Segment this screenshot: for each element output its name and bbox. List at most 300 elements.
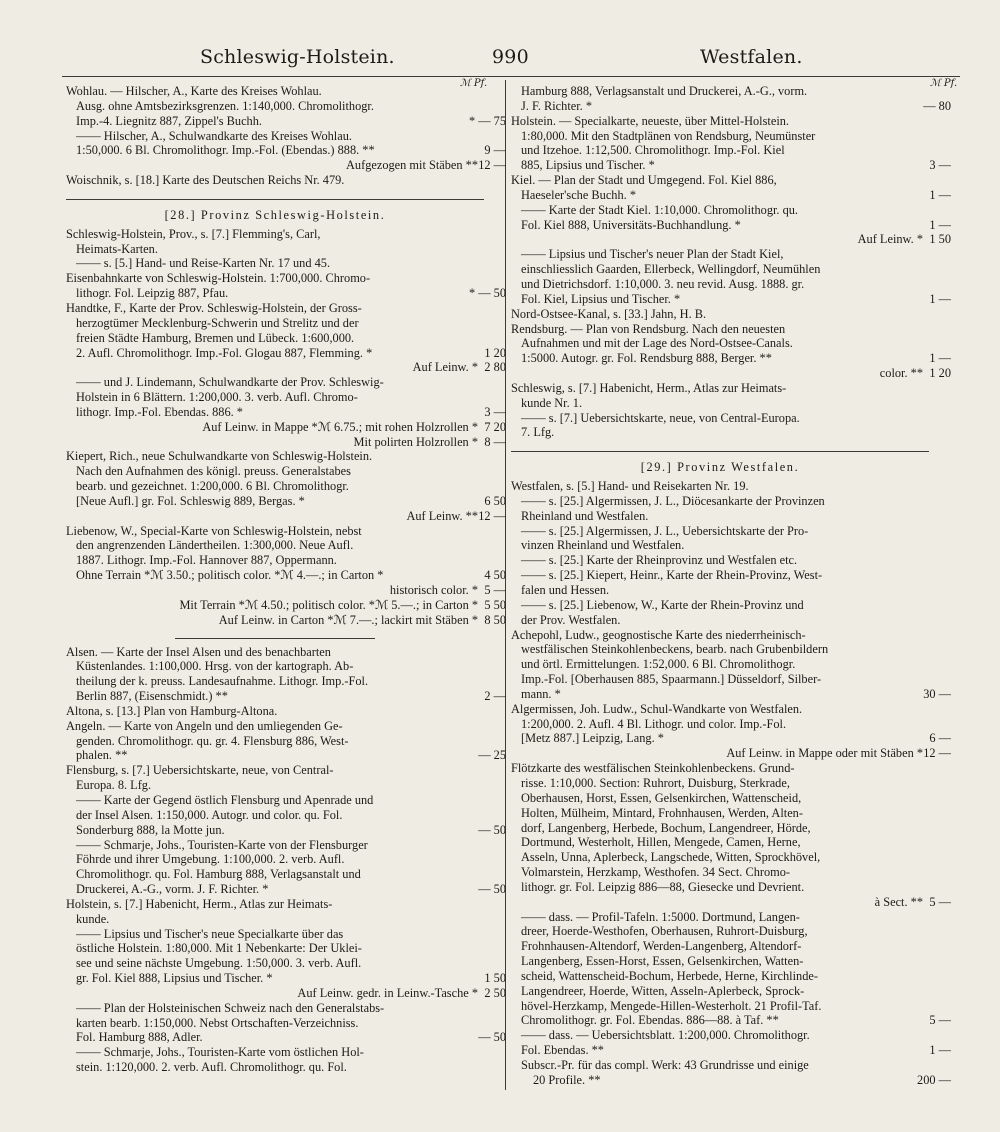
catalog-line — [66, 508, 506, 524]
catalog-line — [66, 1060, 484, 1075]
catalog-line — [66, 449, 484, 464]
catalog-line — [66, 971, 506, 986]
catalog-line — [511, 598, 929, 613]
line-text: Alsen. — Karte der Insel Alsen und des benachbarten — [66, 644, 331, 659]
price: 2 — — [484, 689, 506, 704]
catalog-line — [511, 850, 929, 865]
catalog-line — [511, 999, 929, 1014]
line-text: Imp.-4. Liegnitz 887, Zippel's Buchh. — [76, 113, 262, 128]
line-text: 1:50,000. 6 Bl. Chromolithogr. Imp.-Fol. (Ebendas.) 888. ** — [76, 143, 375, 158]
catalog-line — [66, 822, 506, 838]
catalog-line — [66, 99, 484, 114]
price: 1 — — [929, 217, 951, 232]
line-text: und örtl. Ermittelungen. 1:52,000. 6 Bl. Chromolithogr. — [521, 657, 796, 672]
running-header-left: Schleswig-Holstein. — [200, 46, 395, 68]
catalog-line — [511, 657, 929, 672]
line-text: risse. 1:10,000. Section: Ruhrort, Duisburg, Sterkrade, — [521, 775, 790, 790]
catalog-line — [511, 158, 951, 173]
line-text: Auf Leinw. in Mappe *ℳ 6.75.; mit rohen Holzrollen * — [202, 419, 478, 434]
catalog-line — [511, 894, 951, 910]
price: * — 75 — [468, 113, 506, 128]
catalog-line — [66, 493, 506, 509]
line-text: und Dietrichsdorf. 1:10,000. 3. neu revid. Ausg. 1888. gr. — [521, 276, 805, 291]
line-text: 20 Profile. ** — [533, 1072, 601, 1087]
line-text: Mit polirten Holzrollen * — [353, 434, 478, 449]
catalog-line — [66, 808, 484, 823]
line-text: —— Schmarje, Johs., Touristen-Karte von der Flensburger — [76, 837, 368, 852]
catalog-line — [511, 366, 951, 381]
catalog-line — [511, 143, 929, 158]
line-text: —— Karte der Gegend östlich Flensburg und Apenrade und — [76, 792, 374, 807]
catalog-line — [511, 835, 929, 850]
line-text: —— s. [25.] Karte der Rheinprovinz und Westfalen etc. — [521, 553, 798, 568]
catalog-line — [511, 880, 929, 895]
catalog-line — [66, 464, 484, 479]
price-unit-label-right: ℳ Pf. — [930, 78, 958, 89]
catalog-line — [511, 910, 929, 925]
catalog-line — [511, 717, 929, 732]
catalog-line — [511, 568, 929, 583]
catalog-line — [511, 307, 929, 322]
line-text: Algermissen, Joh. Ludw., Schul-Wandkarte von Westfalen. — [511, 701, 803, 716]
catalog-line — [511, 217, 951, 233]
line-text: Europa. 8. Lfg. — [76, 778, 152, 793]
catalog-line — [511, 761, 929, 776]
line-text: Fol. Hamburg 888, Adler. — [76, 1030, 203, 1045]
catalog-line — [511, 524, 929, 539]
catalog-line — [66, 956, 484, 971]
price: 3 — — [484, 404, 506, 419]
line-text: Ohne Terrain *ℳ 3.50.; politisch color. *ℳ 4.—.; in Carton * — [76, 568, 384, 583]
catalog-line — [66, 301, 484, 316]
line-text: Holten, Mülheim, Mintard, Frohnhausen, Werden, Alten- — [521, 805, 803, 820]
line-text: Rheinland und Westfalen. — [521, 508, 649, 523]
catalog-line — [66, 242, 484, 257]
catalog-line — [511, 746, 951, 761]
line-text: historisch color. * — [389, 583, 478, 597]
line-text: 1887. Lithogr. Imp.-Fol. Hannover 887, Oppermann. — [76, 553, 337, 568]
line-text: gr. Fol. Kiel 888, Lipsius und Tischer. * — [76, 971, 273, 986]
left-column — [66, 84, 506, 1075]
line-text: Auf Leinw. in Carton *ℳ 7.—.; lackirt mit Stäben * — [218, 612, 478, 627]
section-heading — [511, 451, 929, 475]
catalog-line — [511, 969, 929, 984]
line-text: Ausg. ohne Amtsbezirksgrenzen. 1:140,000. Chromolithogr. — [76, 98, 374, 113]
price: 8 — — [484, 434, 506, 449]
catalog-line — [511, 613, 929, 628]
catalog-line — [66, 568, 506, 583]
line-text: Handtke, F., Karte der Prov. Schleswig-Holstein, der Gross- — [66, 300, 362, 315]
line-text: scheid, Wattenscheid-Bochum, Herbede, Herne, Kirchlinde- — [521, 968, 818, 983]
line-text: Wohlau. — Hilscher, A., Karte des Kreises Wohlau. — [66, 84, 322, 98]
running-header-right: Westfalen. — [700, 46, 803, 68]
price: 7 20 — [484, 419, 506, 434]
catalog-line — [511, 479, 929, 494]
catalog-line — [511, 509, 929, 524]
line-text: [29.] Provinz Westfalen. — [640, 460, 800, 475]
line-text: Angeln. — Karte von Angeln und den umliegenden Ge- — [66, 718, 343, 733]
catalog-line — [511, 291, 951, 307]
line-text: [Neue Aufl.] gr. Fol. Schleswig 889, Bergas. * — [76, 493, 305, 508]
catalog-line — [66, 143, 506, 158]
catalog-line — [511, 84, 929, 99]
price: 12 — — [478, 508, 506, 523]
line-text: Hamburg 888, Verlagsanstalt und Druckerei, A.-G., vorm. — [521, 84, 808, 98]
line-text: —— s. [7.] Uebersichtskarte, neue, von Central-Europa. — [521, 410, 800, 425]
line-text: der Prov. Westfalen. — [521, 612, 621, 627]
line-text: Berlin 887, (Eisenschmidt.) ** — [76, 689, 228, 704]
line-text: Volmarstein, Herzkamp, Westhofen. 34 Sect. Chromo- — [521, 865, 791, 880]
catalog-line — [511, 672, 929, 687]
line-text: lithogr. gr. Fol. Leipzig 886—88, Giesecke und Devrient. — [521, 879, 805, 894]
line-text: color. ** — [879, 366, 923, 381]
line-text: Schleswig, s. [7.] Habenicht, Herm., Atlas zur Heimats- — [511, 380, 787, 395]
price: 2 80 — [484, 360, 506, 375]
catalog-line — [511, 791, 929, 806]
line-text: [28.] Provinz Schleswig-Holstein. — [164, 207, 386, 222]
price: 1 20 — [484, 345, 506, 360]
catalog-line — [511, 98, 951, 114]
catalog-line — [511, 381, 929, 396]
catalog-line — [511, 425, 929, 440]
catalog-line — [66, 360, 506, 375]
line-text: —— s. [25.] Liebenow, W., Karte der Rhein-Provinz und — [521, 597, 804, 612]
line-text: —— dass. — Uebersichtsblatt. 1:200,000. Chromolithogr. — [521, 1028, 810, 1043]
line-text: Aufnahmen und mit der Lage des Nord-Ostsee-Canals. — [521, 336, 793, 351]
catalog-line — [66, 524, 484, 539]
line-text: Rendsburg. — Plan von Rendsburg. Nach den neuesten — [511, 321, 786, 336]
catalog-line — [511, 628, 929, 643]
line-text: und Itzehoe. 1:12,500. Chromolithogr. Imp.-Fol. Kiel — [521, 143, 785, 158]
catalog-line — [66, 1001, 484, 1016]
catalog-line — [511, 538, 929, 553]
catalog-line — [511, 322, 929, 337]
catalog-line — [66, 867, 484, 882]
line-text: 2. Aufl. Chromolithogr. Imp.-Fol. Glogau 887, Flemming. * — [76, 345, 373, 360]
price: 5 — — [929, 1013, 951, 1028]
price: 12 — — [923, 746, 951, 761]
line-text: 1:200,000. 2. Aufl. 4 Bl. Lithogr. und color. Imp.-Fol. — [521, 716, 787, 731]
price: 6 50 — [484, 493, 506, 508]
line-text: mann. * — [521, 686, 561, 701]
catalog-line — [511, 553, 929, 568]
line-text: Auf Leinw. ** — [406, 508, 478, 523]
line-text: Sonderburg 888, la Motte jun. — [76, 822, 225, 837]
catalog-line — [511, 1013, 951, 1028]
line-text: [Metz 887.] Leipzig, Lang. * — [521, 731, 664, 746]
catalog-line — [511, 1072, 951, 1088]
catalog-line — [511, 1028, 929, 1043]
line-text: Liebenow, W., Special-Karte von Schleswig-Holstein, nebst — [66, 523, 362, 538]
price: 200 — — [917, 1072, 951, 1087]
catalog-line — [511, 247, 929, 262]
line-text: Kiepert, Rich., neue Schulwandkarte von Schleswig-Holstein. — [66, 449, 373, 464]
catalog-line — [511, 173, 929, 188]
line-text: Haeseler'sche Buchh. * — [521, 187, 636, 202]
line-text: Subscr.-Pr. für das compl. Werk: 43 Grundrisse und einige — [521, 1058, 809, 1072]
catalog-line — [66, 674, 484, 689]
catalog-line — [511, 583, 929, 598]
price: 1 — — [929, 187, 951, 202]
line-text: —— Lipsius und Tischer's neuer Plan der Stadt Kiel, — [521, 247, 784, 262]
line-text: Schleswig-Holstein, Prov., s. [7.] Flemming's, Carl, — [66, 226, 321, 241]
catalog-line — [66, 113, 506, 129]
line-text: Langendreer, Hoerde, Witten, Asseln-Aplerbeck, Sprock- — [521, 983, 805, 998]
line-text: lithogr. Imp.-Fol. Ebendas. 886. * — [76, 404, 243, 419]
price: 1 50 — [929, 232, 951, 247]
catalog-line — [66, 434, 506, 450]
price: 8 50 — [484, 612, 506, 627]
line-text: Chromolithogr. gr. Fol. Ebendas. 886—88. à Taf. ** — [521, 1013, 779, 1028]
line-text: Auf Leinw. in Mappe oder mit Stäben * — [726, 746, 923, 761]
line-text: Heimats-Karten. — [76, 241, 158, 256]
line-text: Küstenlandes. 1:100,000. Hrsg. von der kartograph. Ab- — [76, 659, 354, 674]
line-text: freien Städte Hamburg, Bremen und Lübeck. 1:600,000. — [76, 330, 355, 345]
entry-divider — [175, 638, 375, 639]
price: 3 — — [929, 158, 951, 173]
catalog-line — [66, 1045, 484, 1060]
catalog-line — [66, 390, 484, 405]
line-text: dreer, Hoerde-Westhofen, Oberhausen, Ruhrort-Duisburg, — [521, 924, 808, 939]
catalog-line — [511, 776, 929, 791]
catalog-line — [66, 1016, 484, 1031]
line-text: stein. 1:120,000. 2. verb. Aufl. Chromolithogr. qu. Fol. — [76, 1060, 347, 1075]
catalog-line — [66, 84, 484, 99]
line-text: Holstein, s. [7.] Habenicht, Herm., Atlas zur Heimats- — [66, 896, 333, 911]
catalog-line — [66, 404, 506, 420]
line-text: —— Lipsius und Tischer's neue Specialkarte über das — [76, 926, 344, 941]
line-text: —— s. [25.] Algermissen, J. L., Diöcesankarte der Provinzen — [521, 493, 825, 508]
catalog-line — [511, 702, 929, 717]
line-text: Föhrde und ihrer Umgebung. 1:100,000. 2. verb. Aufl. — [76, 852, 345, 867]
line-text: Flötzkarte des westfälischen Steinkohlenbeckens. Grund- — [511, 761, 795, 776]
catalog-line — [66, 612, 506, 628]
header-rule — [62, 76, 960, 77]
price: 5 — — [484, 583, 506, 597]
line-text: —— s. [25.] Algermissen, J. L., Uebersichtskarte der Pro- — [521, 523, 809, 538]
price: — 80 — [923, 98, 951, 113]
catalog-line — [66, 331, 484, 346]
price: — 50 — [478, 1030, 506, 1045]
line-text: westfälischen Steinkohlenbeckens, bearb. nach Grubenbildern — [521, 642, 829, 657]
catalog-line — [66, 838, 484, 853]
price: 2 50 — [484, 985, 506, 1000]
line-text: genden. Chromolithogr. qu. gr. 4. Flensburg 886, West- — [76, 733, 349, 748]
catalog-line — [66, 897, 484, 912]
line-text: Druckerei, A.-G., vorm. J. F. Richter. * — [76, 882, 269, 897]
catalog-line — [511, 686, 951, 702]
catalog-line — [66, 941, 484, 956]
catalog-line — [511, 1043, 951, 1058]
line-text: 1:80,000. Mit den Stadtplänen von Rendsburg, Neumünster — [521, 128, 816, 143]
catalog-line — [66, 538, 484, 553]
right-column — [511, 84, 951, 1088]
catalog-line — [511, 277, 929, 292]
line-text: den angrenzenden Ländertheilen. 1:300,000. Neue Aufl. — [76, 538, 354, 553]
line-text: Mit Terrain *ℳ 4.50.; politisch color. *ℳ 5.—.; in Carton * — [179, 597, 478, 612]
catalog-line — [66, 882, 506, 897]
catalog-line — [511, 203, 929, 218]
line-text: —— Plan der Holsteinischen Schweiz nach den Generalstabs- — [76, 1000, 385, 1015]
catalog-line — [66, 316, 484, 331]
line-text: —— Karte der Stadt Kiel. 1:10,000. Chromolithogr. qu. — [521, 202, 799, 217]
line-text: Holstein in 6 Blättern. 1:200,000. 3. verb. Aufl. Chromo- — [76, 390, 358, 405]
line-text: Auf Leinw. * — [412, 360, 478, 375]
catalog-line — [511, 1058, 929, 1073]
line-text: 7. Lfg. — [521, 425, 555, 440]
line-text: Dortmund, Westerholt, Hillen, Mengede, Camen, Herne, — [521, 835, 801, 850]
line-text: Woischnik, s. [18.] Karte des Deutschen Reichs Nr. 479. — [66, 173, 345, 188]
catalog-line — [66, 793, 484, 808]
catalog-line — [66, 927, 484, 942]
line-text: einschliesslich Gaarden, Ellerbeck, Wellingdorf, Neumühlen — [521, 262, 821, 277]
catalog-line — [66, 719, 484, 734]
price: 1 — — [929, 291, 951, 306]
line-text: Auf Leinw. * — [857, 232, 923, 247]
line-text: Frohnhausen-Altendorf, Werden-Langenberg, Altendorf- — [521, 939, 802, 954]
catalog-line — [511, 731, 951, 746]
catalog-line — [66, 583, 506, 598]
catalog-line — [66, 375, 484, 390]
line-text: falen und Hessen. — [521, 583, 610, 597]
line-text: Fol. Ebendas. ** — [521, 1043, 604, 1058]
catalog-line — [66, 597, 506, 613]
line-text: —— dass. — Profil-Tafeln. 1:5000. Dortmund, Langen- — [521, 909, 800, 924]
line-text: Nach den Aufnahmen des königl. preuss. Generalstabes — [76, 464, 351, 479]
catalog-line — [511, 114, 929, 129]
line-text: Imp.-Fol. [Oberhausen 885, Spaarmann.] Düsseldorf, Silber- — [521, 672, 822, 687]
catalog-line — [511, 262, 929, 277]
line-text: Flensburg, s. [7.] Uebersichtskarte, neue, von Central- — [66, 763, 334, 778]
catalog-line — [511, 336, 929, 351]
catalog-line — [511, 821, 929, 836]
catalog-line — [66, 689, 506, 704]
catalog-line — [511, 411, 929, 426]
price: 4 50 — [484, 568, 506, 583]
catalog-line — [511, 351, 951, 366]
line-text: J. F. Richter. * — [521, 98, 593, 113]
price: 1 — — [929, 1043, 951, 1058]
catalog-line — [66, 1030, 506, 1045]
price: 1 20 — [929, 366, 951, 381]
price: — 50 — [478, 882, 506, 897]
catalog-line — [66, 748, 506, 763]
price: 12 — — [478, 158, 506, 173]
catalog-line — [511, 939, 929, 954]
price: 1 — — [929, 351, 951, 366]
catalog-line — [511, 494, 929, 509]
line-text: —— s. [25.] Kiepert, Heinr., Karte der Rhein-Provinz, West- — [521, 568, 823, 583]
catalog-line — [66, 256, 484, 271]
line-text: Fol. Kiel 888, Universitäts-Buchhandlung. * — [521, 217, 741, 232]
line-text: —— Schmarje, Johs., Touristen-Karte vom östlichen Hol- — [76, 1045, 364, 1060]
line-text: Asseln, Unna, Aplerbeck, Langschede, Witten, Sprockhövel, — [521, 850, 821, 865]
price-unit-label-left: ℳ Pf. — [460, 78, 488, 89]
catalog-line — [66, 985, 506, 1001]
line-text: Auf Leinw. gedr. in Leinw.-Tasche * — [297, 985, 478, 1000]
catalog-line — [66, 419, 506, 435]
line-text: see und seine nächste Umgebung. 1:50,000. 3. verb. Aufl. — [76, 956, 362, 971]
price: 30 — — [923, 686, 951, 701]
catalog-line — [66, 173, 484, 188]
catalog-line — [66, 778, 484, 793]
line-text: bearb. und gezeichnet. 1:200,000. 6 Bl. Chromolithogr. — [76, 479, 349, 494]
line-text: 885, Lipsius und Tischer. * — [521, 158, 655, 173]
catalog-line — [66, 345, 506, 361]
catalog-line — [511, 129, 929, 144]
page-number: 990 — [492, 46, 529, 68]
line-text: Chromolithogr. qu. Fol. Hamburg 888, Verlagsanstalt und — [76, 867, 361, 882]
price: 1 50 — [484, 971, 506, 986]
catalog-line — [511, 865, 929, 880]
line-text: Achepohl, Ludw., geognostische Karte des niederrheinisch- — [511, 627, 806, 642]
catalog-line — [66, 659, 484, 674]
line-text: hövel-Herzkamp, Mengede-Hillen-Westerholt. 21 Profil-Taf. — [521, 998, 822, 1013]
line-text: Holstein. — Specialkarte, neueste, über Mittel-Holstein. — [511, 113, 790, 128]
line-text: Kiel. — Plan der Stadt und Umgegend. Fol. Kiel 886, — [511, 173, 777, 188]
catalog-line — [66, 645, 484, 660]
catalog-line — [511, 396, 929, 411]
catalog-line — [511, 984, 929, 999]
catalog-line — [66, 852, 484, 867]
catalog-line — [511, 924, 929, 939]
catalog-line — [66, 704, 484, 719]
line-text: à Sect. ** — [874, 894, 923, 909]
catalog-line — [511, 954, 929, 969]
catalog-line — [66, 227, 484, 242]
catalog-line — [66, 734, 484, 749]
line-text: Fol. Kiel, Lipsius und Tischer. * — [521, 291, 681, 306]
catalog-line — [66, 912, 484, 927]
line-text: Eisenbahnkarte von Schleswig-Holstein. 1:700,000. Chromo- — [66, 271, 371, 286]
catalog-line — [66, 763, 484, 778]
line-text: Langenberg, Essen-Horst, Essen, Gelsenkirchen, Watten- — [521, 954, 804, 969]
line-text: theilung der k. preuss. Landesaufnahme. Lithogr. Imp.-Fol. — [76, 674, 369, 689]
line-text: östliche Holstein. 1:80,000. Mit 1 Nebenkarte: Der Uklei- — [76, 941, 362, 956]
line-text: —— und J. Lindemann, Schulwandkarte der Prov. Schleswig- — [76, 375, 384, 390]
line-text: Westfalen, s. [5.] Hand- und Reisekarten Nr. 19. — [511, 479, 749, 494]
catalog-line — [66, 553, 484, 568]
line-text: phalen. ** — [76, 748, 128, 763]
line-text: vinzen Rheinland und Westfalen. — [521, 538, 685, 553]
price: 5 — — [929, 894, 951, 909]
line-text: kunde Nr. 1. — [521, 395, 583, 410]
price: * — 50 — [468, 286, 506, 301]
line-text: dorf, Langenberg, Herbede, Bochum, Langendreer, Hörde, — [521, 820, 811, 835]
catalog-line — [66, 158, 506, 173]
line-text: karten bearb. 1:150,000. Nebst Ortschaften-Verzeichniss. — [76, 1015, 359, 1030]
price: — 50 — [478, 822, 506, 837]
section-heading — [66, 199, 484, 223]
line-text: Altona, s. [13.] Plan von Hamburg-Altona. — [66, 703, 278, 718]
price: 5 50 — [484, 597, 506, 612]
price: 6 — — [929, 731, 951, 746]
catalog-line — [511, 642, 929, 657]
line-text: —— Hilscher, A., Schulwandkarte des Kreises Wohlau. — [76, 128, 352, 143]
catalog-line — [66, 271, 484, 286]
catalog-line — [66, 479, 484, 494]
catalog-line — [511, 806, 929, 821]
price: — 25 — [478, 748, 506, 763]
line-text: Oberhausen, Horst, Essen, Gelsenkirchen, Wattenscheid, — [521, 790, 802, 805]
catalog-line — [66, 286, 506, 301]
line-text: Nord-Ostsee-Kanal, s. [33.] Jahn, H. B. — [511, 306, 707, 321]
price: 9 — — [484, 143, 506, 158]
line-text: Aufgezogen mit Stäben ** — [346, 158, 478, 173]
line-text: herzogtümer Mecklenburg-Schwerin und Strelitz und der — [76, 315, 359, 330]
catalog-line — [66, 129, 484, 144]
line-text: —— s. [5.] Hand- und Reise-Karten Nr. 17 und 45. — [76, 256, 331, 271]
